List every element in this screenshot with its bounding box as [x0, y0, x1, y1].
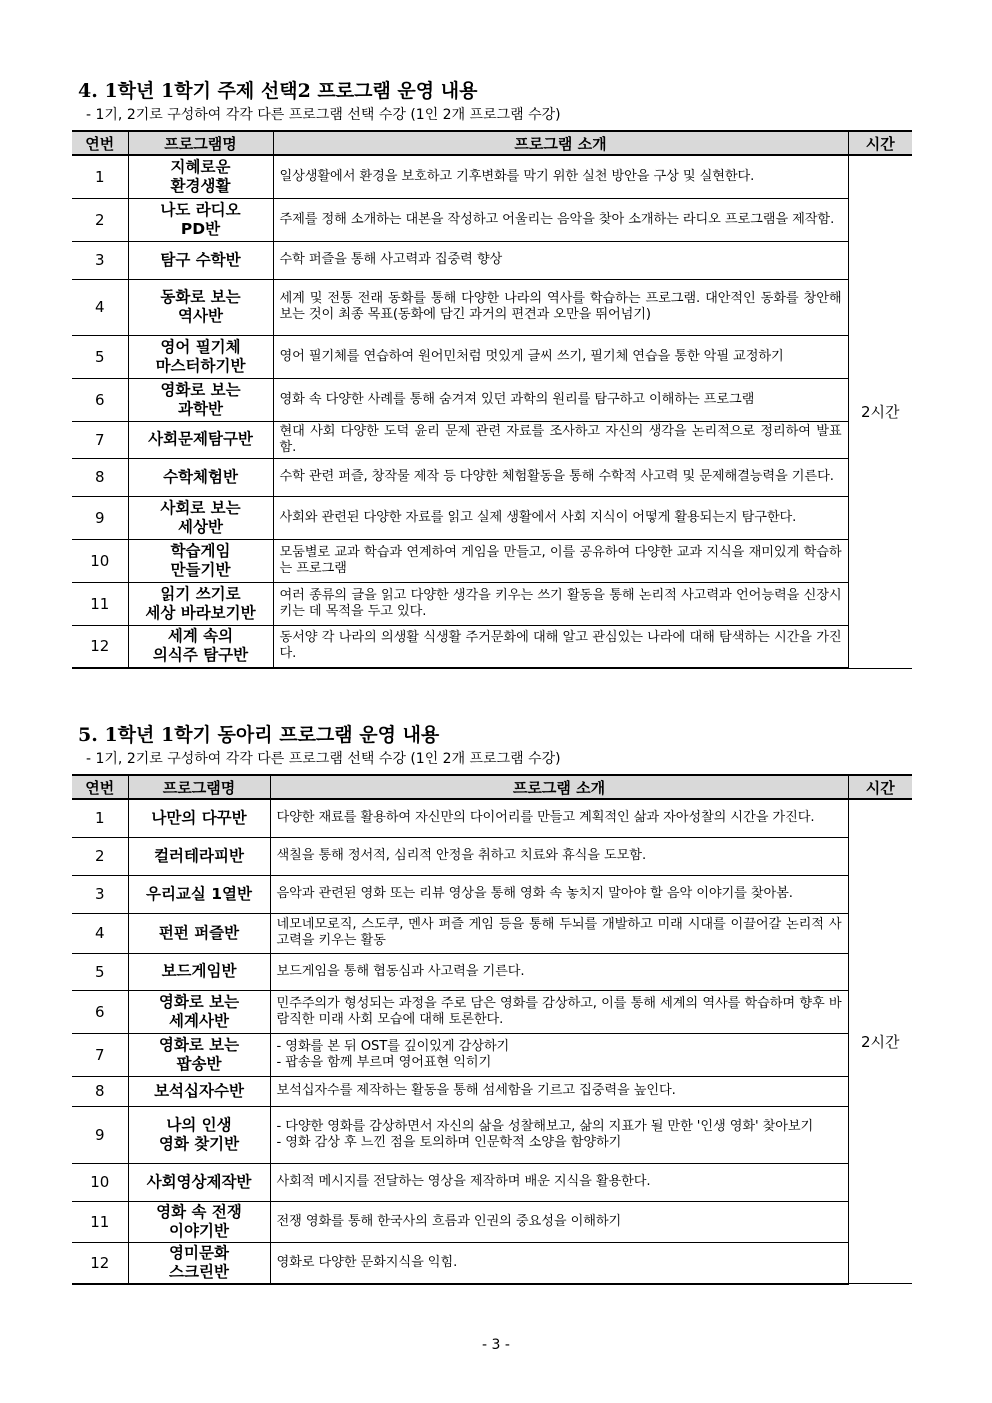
program-name-line: 의식주 탐구반 — [152, 646, 249, 665]
program-description: 사회적 메시지를 전달하는 영상을 제작하며 배운 지식을 활용한다. — [270, 1163, 848, 1201]
program-name-line: 세계 속의 — [167, 627, 234, 646]
row-number: 5 — [72, 335, 128, 378]
page-number: - 3 - — [482, 1337, 510, 1353]
program-name — [128, 155, 273, 198]
table-4-body — [72, 155, 912, 668]
program-name — [128, 1242, 270, 1284]
header-number: 연번 — [72, 131, 128, 155]
table-row — [72, 1033, 912, 1076]
program-name — [128, 496, 273, 539]
program-name-line: 펀펀 퍼즐반 — [158, 923, 240, 942]
program-description: 일상생활에서 환경을 보호하고 기후변화를 막기 위한 실천 방안을 구상 및 실현한다. — [273, 155, 848, 198]
program-name-line: 나의 인생 — [166, 1115, 232, 1134]
row-number: 8 — [72, 458, 128, 496]
description-line: - 팝송을 함께 부르며 영어표현 익히기 — [276, 1054, 492, 1070]
table-row — [72, 335, 912, 378]
section-5-subtitle: - 1기, 2기로 구성하여 각각 다른 프로그램 선택 수강 (1인 2개 프로그램 수강) — [86, 751, 561, 767]
program-time: 2시간 — [848, 155, 912, 668]
description-line: - 영화 감상 후 느낀 점을 토의하며 인문학적 소양을 함양하기 — [276, 1134, 622, 1150]
program-description: 보드게임을 통해 협동심과 사고력을 기른다. — [270, 953, 848, 990]
table-row — [72, 279, 912, 335]
program-name-line: 읽기 쓰기로 — [160, 584, 241, 603]
row-number: 11 — [72, 1201, 128, 1242]
header-program-name: 프로그램명 — [128, 131, 273, 155]
program-name-line: 지혜로운 — [170, 157, 231, 176]
program-name — [128, 539, 273, 582]
program-description: 현대 사회 다양한 도덕 윤리 문제 관련 자료를 조사하고 자신의 생각을 논리적으로 정리하여 발표함. — [273, 421, 848, 458]
program-name-line: 보드게임반 — [161, 962, 237, 980]
table-row — [72, 953, 912, 990]
program-name — [128, 335, 273, 378]
table-row — [72, 1076, 912, 1106]
row-number: 1 — [72, 799, 128, 837]
program-description: 민주주의가 형성되는 과정을 주로 담은 영화를 감상하고, 이를 통해 세계의 역사를 학습하며 향후 바람직한 미래 사회 모습에 대해 토론한다. — [270, 990, 848, 1033]
program-name — [128, 953, 270, 990]
program-description: 다양한 재료를 활용하여 자신만의 다이어리를 만들고 계획적인 삶과 자아성찰의 시간을 가진다. — [270, 799, 848, 837]
program-name — [128, 799, 270, 837]
table-row — [72, 421, 912, 458]
program-name-line: 영화로 보는 — [160, 380, 241, 399]
program-name — [128, 1076, 270, 1106]
description-line: - 영화를 본 뒤 OST를 깊이있게 감상하기 — [276, 1038, 510, 1054]
program-name — [128, 378, 273, 421]
program-time: 2시간 — [848, 799, 912, 1284]
program-name-line: 컬러테라피반 — [154, 846, 244, 865]
program-description: 영화 속 다양한 사례를 통해 숨겨져 있던 과학의 원리를 탐구하고 이해하는 프로그램 — [273, 378, 848, 421]
row-number: 9 — [72, 1106, 128, 1163]
program-name-line: 사회로 보는 — [160, 498, 241, 517]
program-description: 모둠별로 교과 학습과 연계하여 게임을 만들고, 이를 공유하여 다양한 교과 지식을 재미있게 학습하는 프로그램 — [273, 539, 848, 582]
header-time: 시간 — [848, 775, 912, 799]
section-5-title: 5. 1학년 1학기 동아리 프로그램 운영 내용 — [78, 724, 440, 746]
row-number: 5 — [72, 953, 128, 990]
program-name-line: 동화로 보는 — [160, 288, 241, 306]
row-number: 8 — [72, 1076, 128, 1106]
row-number: 6 — [72, 990, 128, 1033]
section-5 — [72, 722, 912, 1285]
table-row — [72, 378, 912, 421]
table-row — [72, 496, 912, 539]
header-number: 연번 — [72, 775, 128, 799]
program-name — [128, 1163, 270, 1201]
table-row — [72, 458, 912, 496]
program-description: 수학 관련 퍼즐, 창작물 제작 등 다양한 체험활동을 통해 수학적 사고력 및 문제해결능력을 기른다. — [273, 458, 848, 496]
program-description: 주제를 정해 소개하는 대본을 작성하고 어울리는 음악을 찾아 소개하는 라디오 프로그램을 제작함. — [273, 198, 848, 241]
program-name-line: 영화 찾기반 — [158, 1134, 240, 1153]
table-row — [72, 1201, 912, 1242]
program-description: 전쟁 영화를 통해 한국사의 흐름과 인권의 중요성을 이해하기 — [270, 1201, 848, 1242]
program-description: 음악과 관련된 영화 또는 리뷰 영상을 통해 영화 속 놓치지 말아야 할 음악 이야기를 찾아봄. — [270, 875, 848, 913]
row-number: 2 — [72, 837, 128, 875]
program-name-line: 수학체험반 — [163, 467, 238, 486]
table-row — [72, 913, 912, 953]
program-name-line: 탐구 수학반 — [160, 250, 241, 269]
program-description: 네모네모로직, 스도쿠, 멘사 퍼즐 게임 등을 통해 두뇌를 개발하고 미래 시대를 이끌어갈 논리적 사고력을 키우는 활동 — [270, 913, 848, 953]
table-row — [72, 241, 912, 279]
row-number: 7 — [72, 1033, 128, 1076]
header-time: 시간 — [848, 131, 912, 155]
program-name — [128, 837, 270, 875]
row-number: 11 — [72, 582, 128, 625]
row-number: 4 — [72, 279, 128, 335]
table-row — [72, 539, 912, 582]
program-description: 세계 및 전통 전래 동화를 통해 다양한 나라의 역사를 학습하는 프로그램. 대안적인 동화를 창안해보는 것이 최종 목표(동화에 담긴 과거의 편견과 오만을 뛰어넘기) — [273, 279, 848, 335]
program-name — [128, 875, 270, 913]
program-description: 여러 종류의 글을 읽고 다양한 생각을 키우는 쓰기 활동을 통해 논리적 사고력과 언어능력을 신장시키는 데 목적을 두고 있다. — [273, 582, 848, 625]
row-number: 10 — [72, 539, 128, 582]
program-name — [128, 1201, 270, 1242]
table-row — [72, 990, 912, 1033]
table-row — [72, 837, 912, 875]
table-row — [72, 198, 912, 241]
program-name-line: 스크린반 — [169, 1262, 229, 1281]
section-4 — [72, 78, 912, 669]
program-name-line: 학습게임 — [170, 541, 231, 560]
header-program-intro: 프로그램 소개 — [270, 775, 848, 799]
program-description — [270, 1106, 848, 1163]
program-description: 보석십자수를 제작하는 활동을 통해 섬세함을 기르고 집중력을 높인다. — [270, 1076, 848, 1106]
program-name — [128, 1106, 270, 1163]
program-name-line: 사회영상제작반 — [146, 1172, 252, 1191]
description-line: - 다양한 영화를 감상하면서 자신의 삶을 성찰해보고, 삶의 지표가 될 만한 '인생 영화' 찾아보기 — [276, 1118, 814, 1134]
row-number: 7 — [72, 421, 128, 458]
program-name — [128, 241, 273, 279]
table-5-body — [72, 799, 912, 1284]
table-row — [72, 1242, 912, 1284]
row-number: 6 — [72, 378, 128, 421]
section-4-title: 4. 1학년 1학기 주제 선택2 프로그램 운영 내용 — [78, 80, 478, 102]
program-name-line: 우리교실 1열반 — [145, 884, 253, 903]
header-program-name: 프로그램명 — [128, 775, 270, 799]
table-row — [72, 799, 912, 837]
program-description: 영어 필기체를 연습하여 원어민처럼 멋있게 글씨 쓰기, 필기체 연습을 통한 악필 교정하기 — [273, 335, 848, 378]
program-table-4 — [72, 130, 912, 669]
program-name-line: 세상 바라보기반 — [145, 603, 256, 622]
program-name — [128, 1033, 270, 1076]
row-number: 2 — [72, 198, 128, 241]
program-name — [128, 913, 270, 953]
program-name — [128, 990, 270, 1033]
program-description: 영화로 다양한 문화지식을 익힘. — [270, 1242, 848, 1284]
program-name — [128, 279, 273, 335]
program-name — [128, 198, 273, 241]
program-name-line: 환경생활 — [170, 176, 231, 195]
program-name-line: 영화로 보는 — [158, 992, 240, 1011]
program-name-line: 영화 속 전쟁 — [156, 1202, 242, 1221]
program-name — [128, 458, 273, 496]
program-name-line: 영미문화 — [169, 1243, 229, 1262]
table-row — [72, 625, 912, 668]
row-number: 1 — [72, 155, 128, 198]
program-name-line: 보석십자수반 — [154, 1081, 244, 1100]
row-number: 12 — [72, 1242, 128, 1284]
table-row — [72, 582, 912, 625]
program-name-line: 나만의 다꾸반 — [151, 808, 247, 827]
program-name — [128, 582, 273, 625]
program-name-line: 나도 라디오 — [160, 200, 241, 219]
program-description: 수학 퍼즐을 통해 사고력과 집중력 향상 — [273, 241, 848, 279]
header-program-intro: 프로그램 소개 — [273, 131, 848, 155]
program-name-line: 역사반 — [178, 307, 223, 325]
row-number: 12 — [72, 625, 128, 668]
program-name-line: 팝송반 — [176, 1054, 222, 1073]
table-row — [72, 875, 912, 913]
program-description: 색칠을 통해 정서적, 심리적 안정을 취하고 치료와 휴식을 도모함. — [270, 837, 848, 875]
row-number: 3 — [72, 875, 128, 913]
program-name-line: 이야기반 — [169, 1221, 229, 1240]
row-number: 10 — [72, 1163, 128, 1201]
program-name-line: 영어 필기체 — [160, 337, 241, 356]
program-name — [128, 421, 273, 458]
table-row — [72, 1163, 912, 1201]
program-name-line: 세계사반 — [169, 1011, 229, 1030]
program-table-5 — [72, 774, 912, 1285]
program-name-line: 사회문제탐구반 — [148, 430, 253, 448]
program-name-line: 세상반 — [178, 517, 223, 536]
row-number: 3 — [72, 241, 128, 279]
program-description: 사회와 관련된 다양한 자료를 읽고 실제 생활에서 사회 지식이 어떻게 활용되는지 탐구한다. — [273, 496, 848, 539]
section-4-subtitle: - 1기, 2기로 구성하여 각각 다른 프로그램 선택 수강 (1인 2개 프로그램 수강) — [86, 107, 561, 123]
program-description — [270, 1033, 848, 1076]
program-name-line: PD반 — [180, 219, 221, 238]
program-description: 동서양 각 나라의 의생활 식생활 주거문화에 대해 알고 관심있는 나라에 대해 탐색하는 시간을 가진다. — [273, 625, 848, 668]
table-row — [72, 155, 912, 198]
row-number: 9 — [72, 496, 128, 539]
program-name — [128, 625, 273, 668]
program-name-line: 만들기반 — [170, 560, 231, 579]
row-number: 4 — [72, 913, 128, 953]
program-name-line: 마스터하기반 — [155, 356, 246, 375]
program-name-line: 영화로 보는 — [158, 1035, 240, 1054]
program-name-line: 과학반 — [178, 399, 223, 418]
table-row — [72, 1106, 912, 1163]
